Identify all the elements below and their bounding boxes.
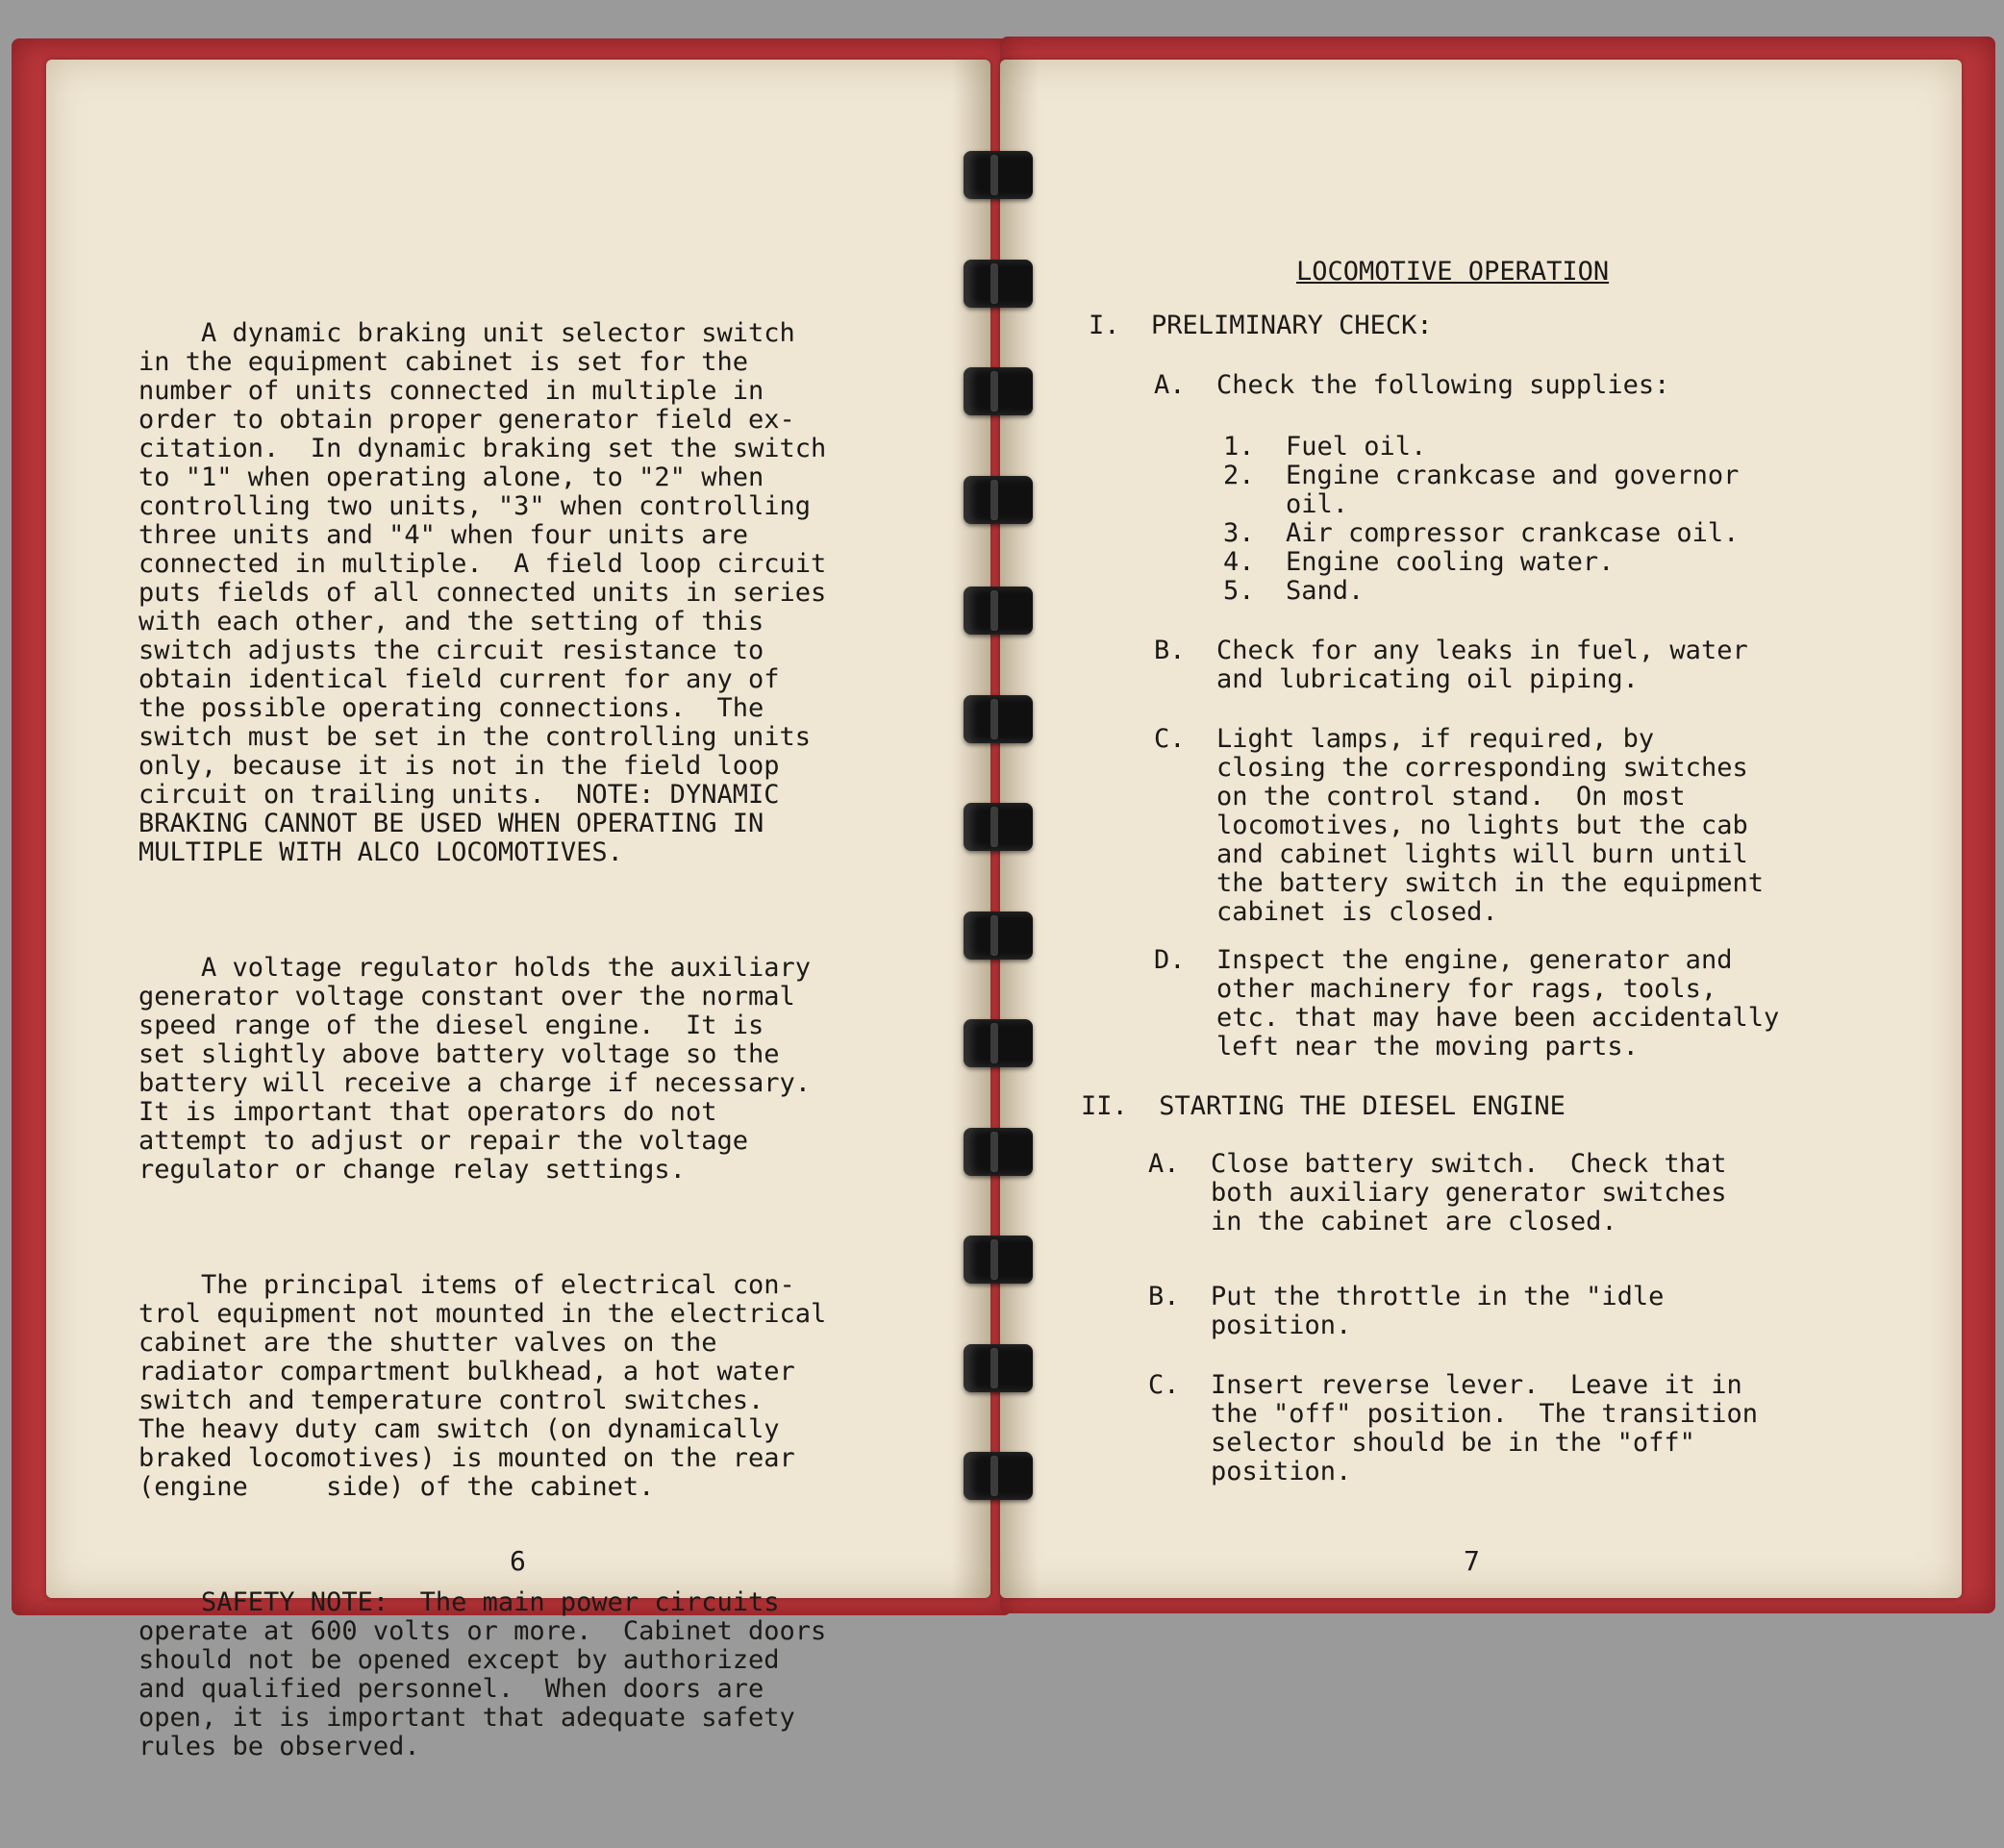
binding-ring <box>964 587 1033 635</box>
item-throttle-idle: B. Put the throttle in the "idle position. <box>1148 1282 1665 1340</box>
page-title: LOCOMOTIVE OPERATION <box>1296 257 1610 287</box>
binding-ring <box>964 1452 1033 1500</box>
item-check-supplies: A. Check the following supplies: <box>1154 370 1670 400</box>
item-check-leaks: B. Check for any leaks in fuel, water and lubricating oil piping. <box>1154 636 1748 694</box>
binding-ring <box>964 1344 1033 1392</box>
section-preliminary-check: I. PRELIMINARY CHECK: <box>1089 311 1433 340</box>
binding-ring <box>964 260 1033 308</box>
binding-ring <box>964 367 1033 415</box>
binding-ring <box>964 803 1033 851</box>
paragraph-safety-note: SAFETY NOTE: The main power circuits operate at 600 volts or more. Cabinet doors should not be opened except by authorized and qualified personnel. When doors are open, it is important that adequate safety rules be observed. <box>138 1587 827 1761</box>
page-number-left: 6 <box>510 1545 526 1577</box>
binding-ring <box>964 476 1033 524</box>
paragraph-electrical-control: The principal items of electrical con- trol equipment not mounted in the electrical cabinet are the shutter valves on the radiator compartment bulkhead, a hot water switch and temperature control switches. The heavy duty cam switch (on dynamically braked locomotives) is mounted on the rear (engine side) of the cabinet. <box>138 1270 827 1502</box>
right-page <box>1000 60 1962 1598</box>
binding-ring <box>964 1236 1033 1284</box>
binding-ring <box>964 695 1033 743</box>
paragraph-dynamic-braking: A dynamic braking unit selector switch in the equipment cabinet is set for the number of units connected in multiple in order to obtain proper generator field ex- citation. In dynamic braking set the switch to "1" when operating alone, to "2" when controlling two units, "3" when controlling three units and "4" when four units are connected in multiple. A field loop circuit puts fields of all connected units in series with each other, and the setting of this switch adjusts the circuit resistance to obtain identical field current for any of the possible operating connections. The switch must be set in the controlling units only, because it is not in the field loop circuit on trailing units. NOTE: DYNAMIC BRAKING CANNOT BE USED WHEN OPERATING IN MULTIPLE WITH ALCO LOCOMOTIVES. <box>138 318 827 867</box>
item-reverse-lever: C. Insert reverse lever. Leave it in the "off" position. The transition selector should be in the "off" position. <box>1148 1370 1758 1486</box>
binding-ring <box>964 912 1033 960</box>
section-starting-engine: II. STARTING THE DIESEL ENGINE <box>1081 1091 1566 1121</box>
supplies-list: 1. Fuel oil. 2. Engine crankcase and governor oil. 3. Air compressor crankcase oil. 4. Engine cooling water. 5. Sand. <box>1223 432 1740 606</box>
paragraph-voltage-regulator: A voltage regulator holds the auxiliary generator voltage constant over the normal speed range of the diesel engine. It is set slightly above battery voltage so the battery will receive a charge if necessary. It is important that operators do not attempt to adjust or repair the voltage regulator or change relay settings. <box>138 953 811 1185</box>
left-page-text <box>138 262 826 1848</box>
item-light-lamps: C. Light lamps, if required, by closing the corresponding switches on the control stand. On most locomotives, no lights but the cab and cabinet lights will burn until the battery switch in the equipment cabinet is closed. <box>1154 724 1764 927</box>
page-number-right: 7 <box>1464 1545 1480 1577</box>
binding-ring <box>964 1128 1033 1176</box>
binding-ring <box>964 151 1033 199</box>
left-page <box>46 60 990 1761</box>
item-close-battery-switch: A. Close battery switch. Check that both auxiliary generator switches in the cabinet are closed. <box>1148 1149 1727 1236</box>
item-inspect-engine: D. Inspect the engine, generator and other machinery for rags, tools, etc. that may have been accidentally left near the moving parts. <box>1154 945 1780 1061</box>
binding-ring <box>964 1019 1033 1067</box>
